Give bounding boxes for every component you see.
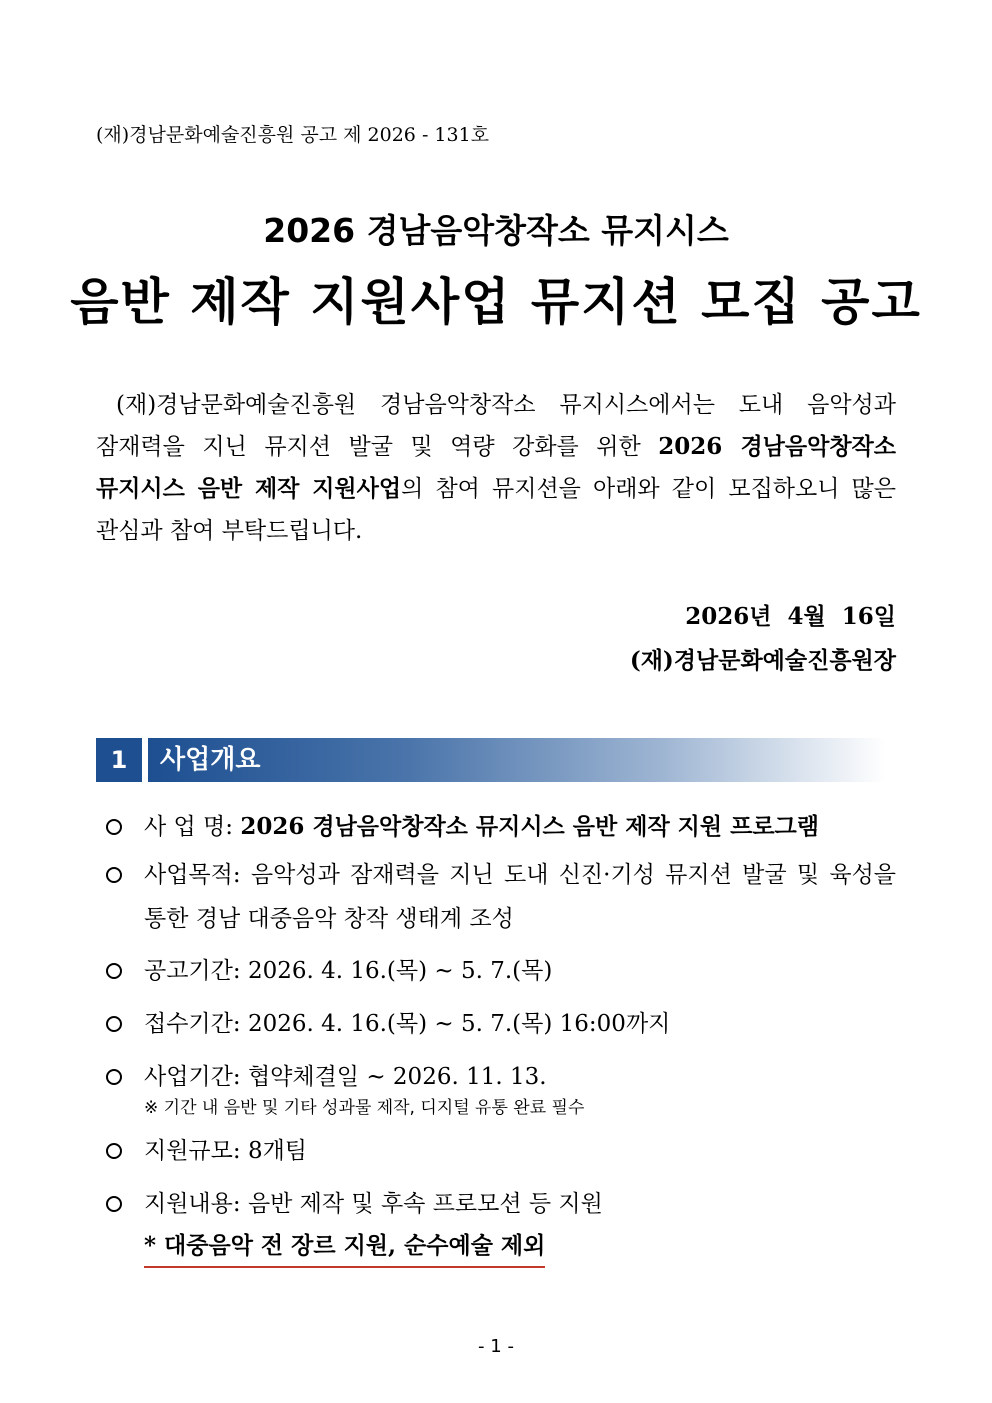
circle-bullet-icon: [106, 1016, 122, 1032]
item-label: 공고기간:: [144, 958, 241, 984]
circle-bullet-icon: [106, 1069, 122, 1085]
circle-bullet-icon: [106, 1143, 122, 1159]
item-label: 접수기간:: [144, 1011, 241, 1037]
notice-number: (재)경남문화예술진흥원 공고 제 2026 - 131호: [96, 124, 490, 146]
circle-bullet-icon: [106, 867, 122, 883]
title-line-2: 음반 제작 지원사업 뮤지션 모집 공고: [70, 273, 922, 331]
item-value: 음반 제작 및 후속 프로모션 등 지원: [247, 1191, 603, 1217]
intro-text-2: 의 참여 뮤지션을 아래와 같이 모집하오니 많은 관심과 참여 부탁드립니다.: [96, 476, 896, 544]
item-value: 2026. 4. 16.(목) ~ 5. 7.(목): [247, 958, 553, 984]
list-item: [96, 1182, 896, 1226]
page-number: - 1 -: [478, 1336, 514, 1357]
announcement-date: 2026년 4월 16일: [685, 603, 896, 630]
list-item: [96, 805, 896, 849]
section-title: 사업개요: [148, 738, 886, 782]
circle-bullet-icon: [106, 819, 122, 835]
item-label: 사업목적:: [144, 862, 241, 888]
item-value: 8개팀: [247, 1138, 308, 1164]
list-item: [96, 1002, 896, 1046]
intro-text-1: (재)경남문화예술진흥원 경남음악창작소 뮤지시스에서는 도내 음악성과 잠재력을 지닌 뮤지션 발굴 및 역량 강화를 위한: [96, 392, 896, 460]
list-item: [96, 1129, 896, 1173]
circle-bullet-icon: [106, 1196, 122, 1212]
item-label: 지원내용:: [144, 1191, 241, 1217]
section-header: [96, 738, 886, 782]
intro-text-bold: 2026 경남음악창작소 뮤지시스 음반 제작 지원사업: [96, 433, 896, 502]
section-number: 1: [96, 738, 142, 782]
list-item: [96, 949, 896, 993]
emphasis-note: * 대중음악 전 장르 지원, 순수예술 제외: [144, 1226, 545, 1268]
issuer: (재)경남문화예술진흥원장: [629, 647, 896, 674]
item-value: 음악성과 잠재력을 지닌 도내 신진·기성 뮤지션 발굴 및 육성을 통한 경남 대중음악 창작 생태계 조성: [144, 862, 897, 932]
intro-paragraph: [96, 384, 896, 552]
item-value: 2026 경남음악창작소 뮤지시스 음반 제작 지원 프로그램: [240, 813, 819, 840]
item-value: 협약체결일 ~ 2026. 11. 13.: [247, 1064, 547, 1090]
circle-bullet-icon: [106, 963, 122, 979]
overview-list: [96, 805, 896, 1268]
item-label: 사업기간:: [144, 1064, 241, 1090]
period-note: ※ 기간 내 음반 및 기타 성과물 제작, 디지털 유통 완료 필수: [144, 1098, 585, 1118]
title-line-1: 2026 경남음악창작소 뮤지시스: [263, 211, 729, 250]
list-item: [96, 1055, 896, 1099]
list-item: [96, 853, 896, 941]
item-label: 지원규모:: [144, 1138, 241, 1164]
item-label: 사 업 명:: [144, 814, 234, 840]
item-value: 2026. 4. 16.(목) ~ 5. 7.(목) 16:00까지: [247, 1011, 671, 1037]
